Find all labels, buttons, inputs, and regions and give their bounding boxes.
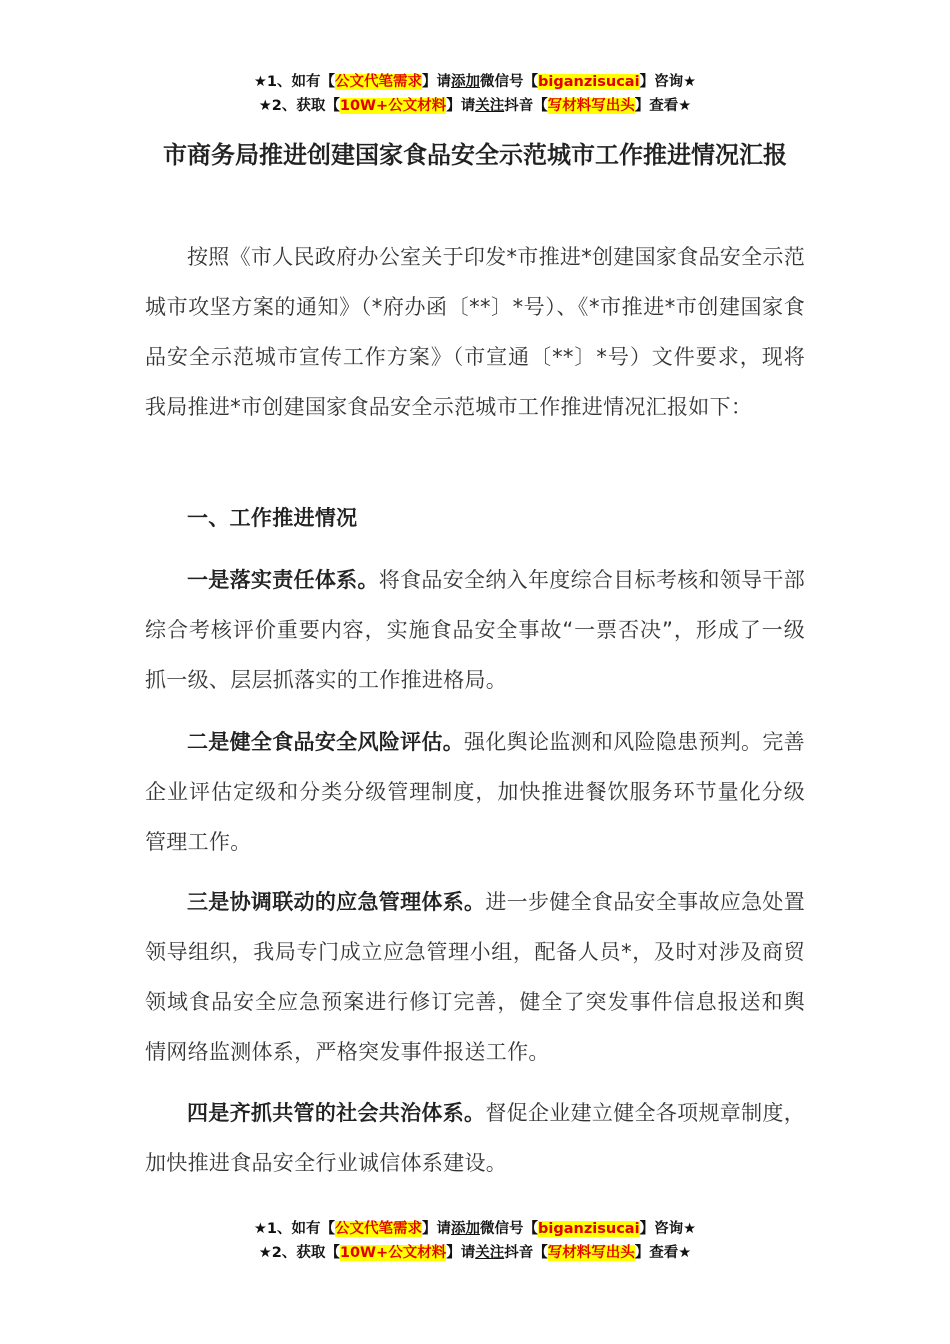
promo-line-1 xyxy=(0,1217,950,1241)
promo-banner-bottom xyxy=(0,1217,950,1265)
promo-highlight: 公文代笔需求 xyxy=(335,1221,423,1237)
paragraph-body: 进一步健全食品安全事故应急处置领导组织，我局专门成立应急管理小组，配备人员*，及时对涉及商贸领域食品安全应急预案进行修订完善，健全了突发事件信息报送和舆情网络监测体系，严格突发事件报送工作。 xyxy=(145,890,806,1064)
paragraph-body: 督促企业建立健全各项规章制度，加快推进食品安全行业诚信体系建设。 xyxy=(145,1101,806,1175)
paragraph-lead: 三是协调联动的应急管理体系。 xyxy=(187,890,486,914)
promo-line-2 xyxy=(0,94,950,118)
paragraph-text xyxy=(145,717,805,867)
paragraph-lead: 四是齐抓共管的社会共治体系。 xyxy=(187,1101,486,1125)
promo-banner-top xyxy=(0,70,950,118)
promo-underline: 关注 xyxy=(475,98,505,114)
promo-highlight: 10W+公文材料 xyxy=(339,98,447,114)
paragraph-4 xyxy=(145,1088,805,1188)
promo-text: ★1、如有【 xyxy=(253,74,336,90)
promo-text: 抖音【 xyxy=(504,98,548,114)
promo-text: ★1、如有【 xyxy=(253,1221,336,1237)
paragraph-body: 将食品安全纳入年度综合目标考核和领导干部综合考核评价重要内容，实施食品安全事故“一票否决”，形成了一级抓一级、层层抓落实的工作推进格局。 xyxy=(145,568,805,692)
promo-text: 抖音【 xyxy=(504,1245,548,1261)
douyin-id-highlight: 写材料写出头 xyxy=(547,1245,635,1261)
promo-line-1 xyxy=(0,70,950,94)
promo-underline: 添加 xyxy=(451,1221,481,1237)
wechat-id-highlight: biganzisucai xyxy=(538,74,640,90)
section-heading xyxy=(145,493,805,543)
promo-text: 】请 xyxy=(446,98,476,114)
section-heading-text: 一、工作推进情况 xyxy=(187,506,358,530)
promo-text: 微信号【 xyxy=(480,1221,539,1237)
promo-text: 】请 xyxy=(422,1221,452,1237)
promo-text: ★2、获取【 xyxy=(258,1245,340,1261)
wechat-id-highlight: biganzisucai xyxy=(538,1221,640,1237)
promo-text: 】查看★ xyxy=(634,98,692,114)
paragraph-body: 强化舆论监测和风险隐患预判。完善企业评估定级和分类分级管理制度，加快推进餐饮服务环节量化分级管理工作。 xyxy=(145,730,805,854)
promo-text: 】请 xyxy=(422,74,452,90)
document-title: 市商务局推进创建国家食品安全示范城市工作推进情况汇报 xyxy=(163,141,787,169)
intro-paragraph xyxy=(145,232,805,432)
promo-highlight: 10W+公文材料 xyxy=(339,1245,447,1261)
paragraph-2 xyxy=(145,717,805,867)
promo-text: 微信号【 xyxy=(480,74,539,90)
paragraph-1 xyxy=(145,555,805,705)
promo-text: 】请 xyxy=(446,1245,476,1261)
promo-text: ★2、获取【 xyxy=(258,98,340,114)
promo-underline: 关注 xyxy=(475,1245,505,1261)
promo-text: 】咨询★ xyxy=(639,74,697,90)
paragraph-text xyxy=(145,1088,805,1188)
paragraph-lead: 一是落实责任体系。 xyxy=(187,568,379,592)
promo-line-2 xyxy=(0,1241,950,1265)
paragraph-text xyxy=(145,555,805,705)
paragraph-text xyxy=(145,877,805,1077)
promo-highlight: 公文代笔需求 xyxy=(335,74,423,90)
paragraph-lead: 二是健全食品安全风险评估。 xyxy=(187,730,465,754)
promo-underline: 添加 xyxy=(451,74,481,90)
douyin-id-highlight: 写材料写出头 xyxy=(547,98,635,114)
promo-text: 】咨询★ xyxy=(639,1221,697,1237)
intro-text: 按照《市人民政府办公室关于印发*市推进*创建国家食品安全示范城市攻坚方案的通知》（*府办函〔**〕*号）、《*市推进*市创建国家食品安全示范城市宣传工作方案》（市宣通〔**〕*号）文件要求，现将我局推进*市创建国家食品安全示范城市工作推进情况汇报如下： xyxy=(145,245,805,419)
promo-text: 】查看★ xyxy=(634,1245,692,1261)
paragraph-3 xyxy=(145,877,805,1077)
